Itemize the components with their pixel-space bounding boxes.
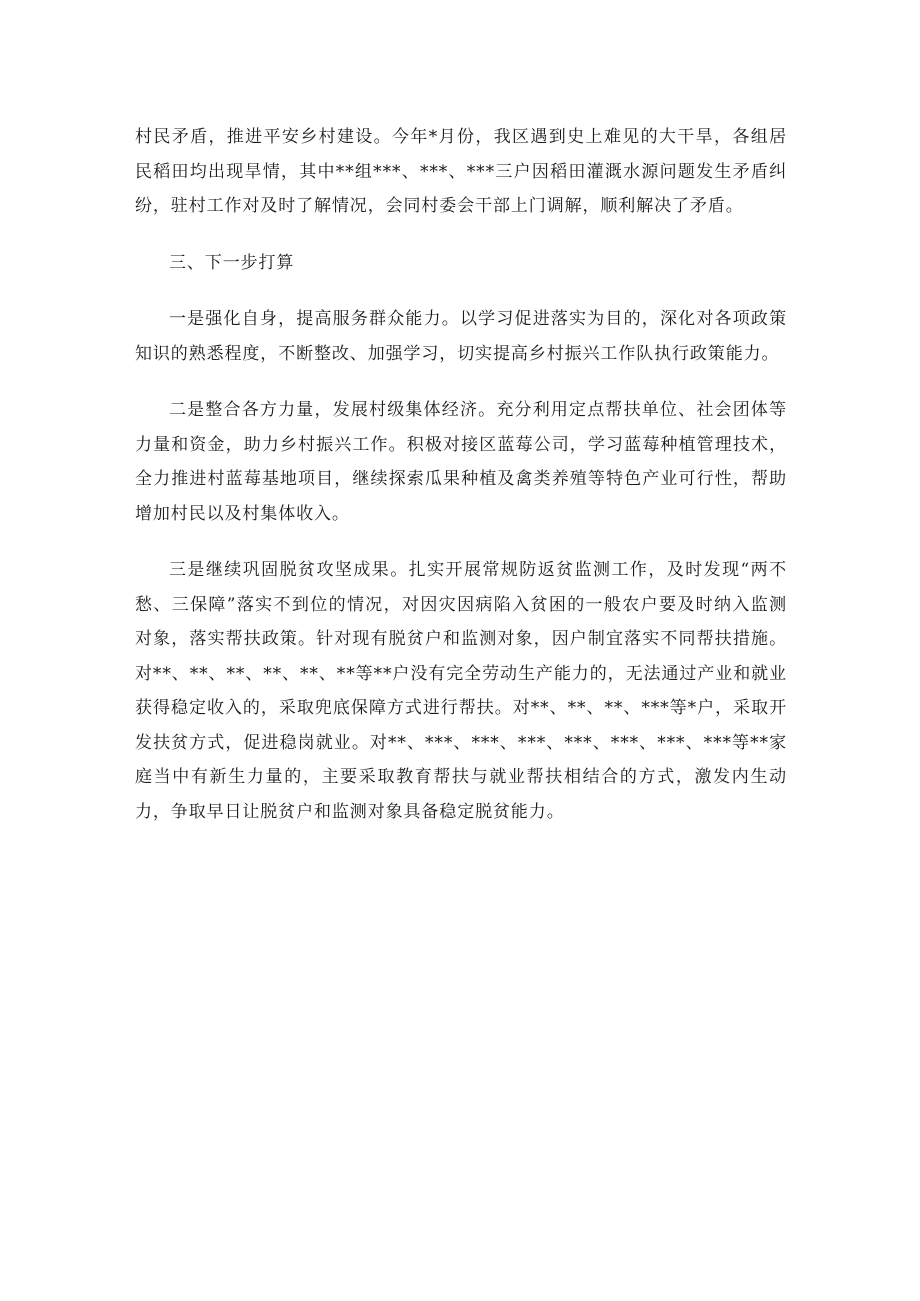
- paragraph-consolidate-results: 三是继续巩固脱贫攻坚成果。扎实开展常规防返贫监测工作，及时发现“两不愁、三保障”落实不到位的情况，对因灾因病陷入贫困的一般农户要及时纳入监测对象，落实帮扶政策。针对现有脱贫户和监测对象，因户制宜落实不同帮扶措施。对**、**、**、**、**、**等**户没有完全劳动生产能力的，无法通过产业和就业获得稳定收入的，采取兜底保障方式进行帮扶。对**、**、**、***等*户，采取开发扶贫方式，促进稳岗就业。对**、***、***、***、***、***、***、***等**家庭当中有新生力量的，主要采取教育帮扶与就业帮扶相结合的方式，激发内生动力，争取早日让脱贫户和监测对象具备稳定脱贫能力。: [135, 560, 787, 822]
- paragraph-integrate-forces: 二是整合各方力量，发展村级集体经济。充分利用定点帮扶单位、社会团体等力量和资金，助力乡村振兴工作。积极对接区蓝莓公司，学习蓝莓种植管理技术，全力推进村蓝莓基地项目，继续探索瓜果种植及禽类养殖等特色产业可行性，帮助增加村民以及村集体收入。: [135, 400, 787, 524]
- paragraph-village-disputes: 村民矛盾，推进平安乡村建设。今年*月份，我区遇到史上难见的大干旱，各组居民稻田均出现旱情，其中**组***、***、***三户因稻田灌溉水源问题发生矛盾纠纷，驻村工作对及时了解情况，会同村委会干部上门调解，顺利解决了矛盾。: [135, 127, 787, 216]
- section-heading-next-steps: 三、下一步打算: [169, 252, 295, 273]
- document-body: [135, 120, 787, 851]
- paragraph-strengthen-self: 一是强化自身，提高服务群众能力。以学习促进落实为目的，深化对各项政策知识的熟悉程度，不断整改、加强学习，切实提高乡村振兴工作队执行政策能力。: [135, 309, 787, 364]
